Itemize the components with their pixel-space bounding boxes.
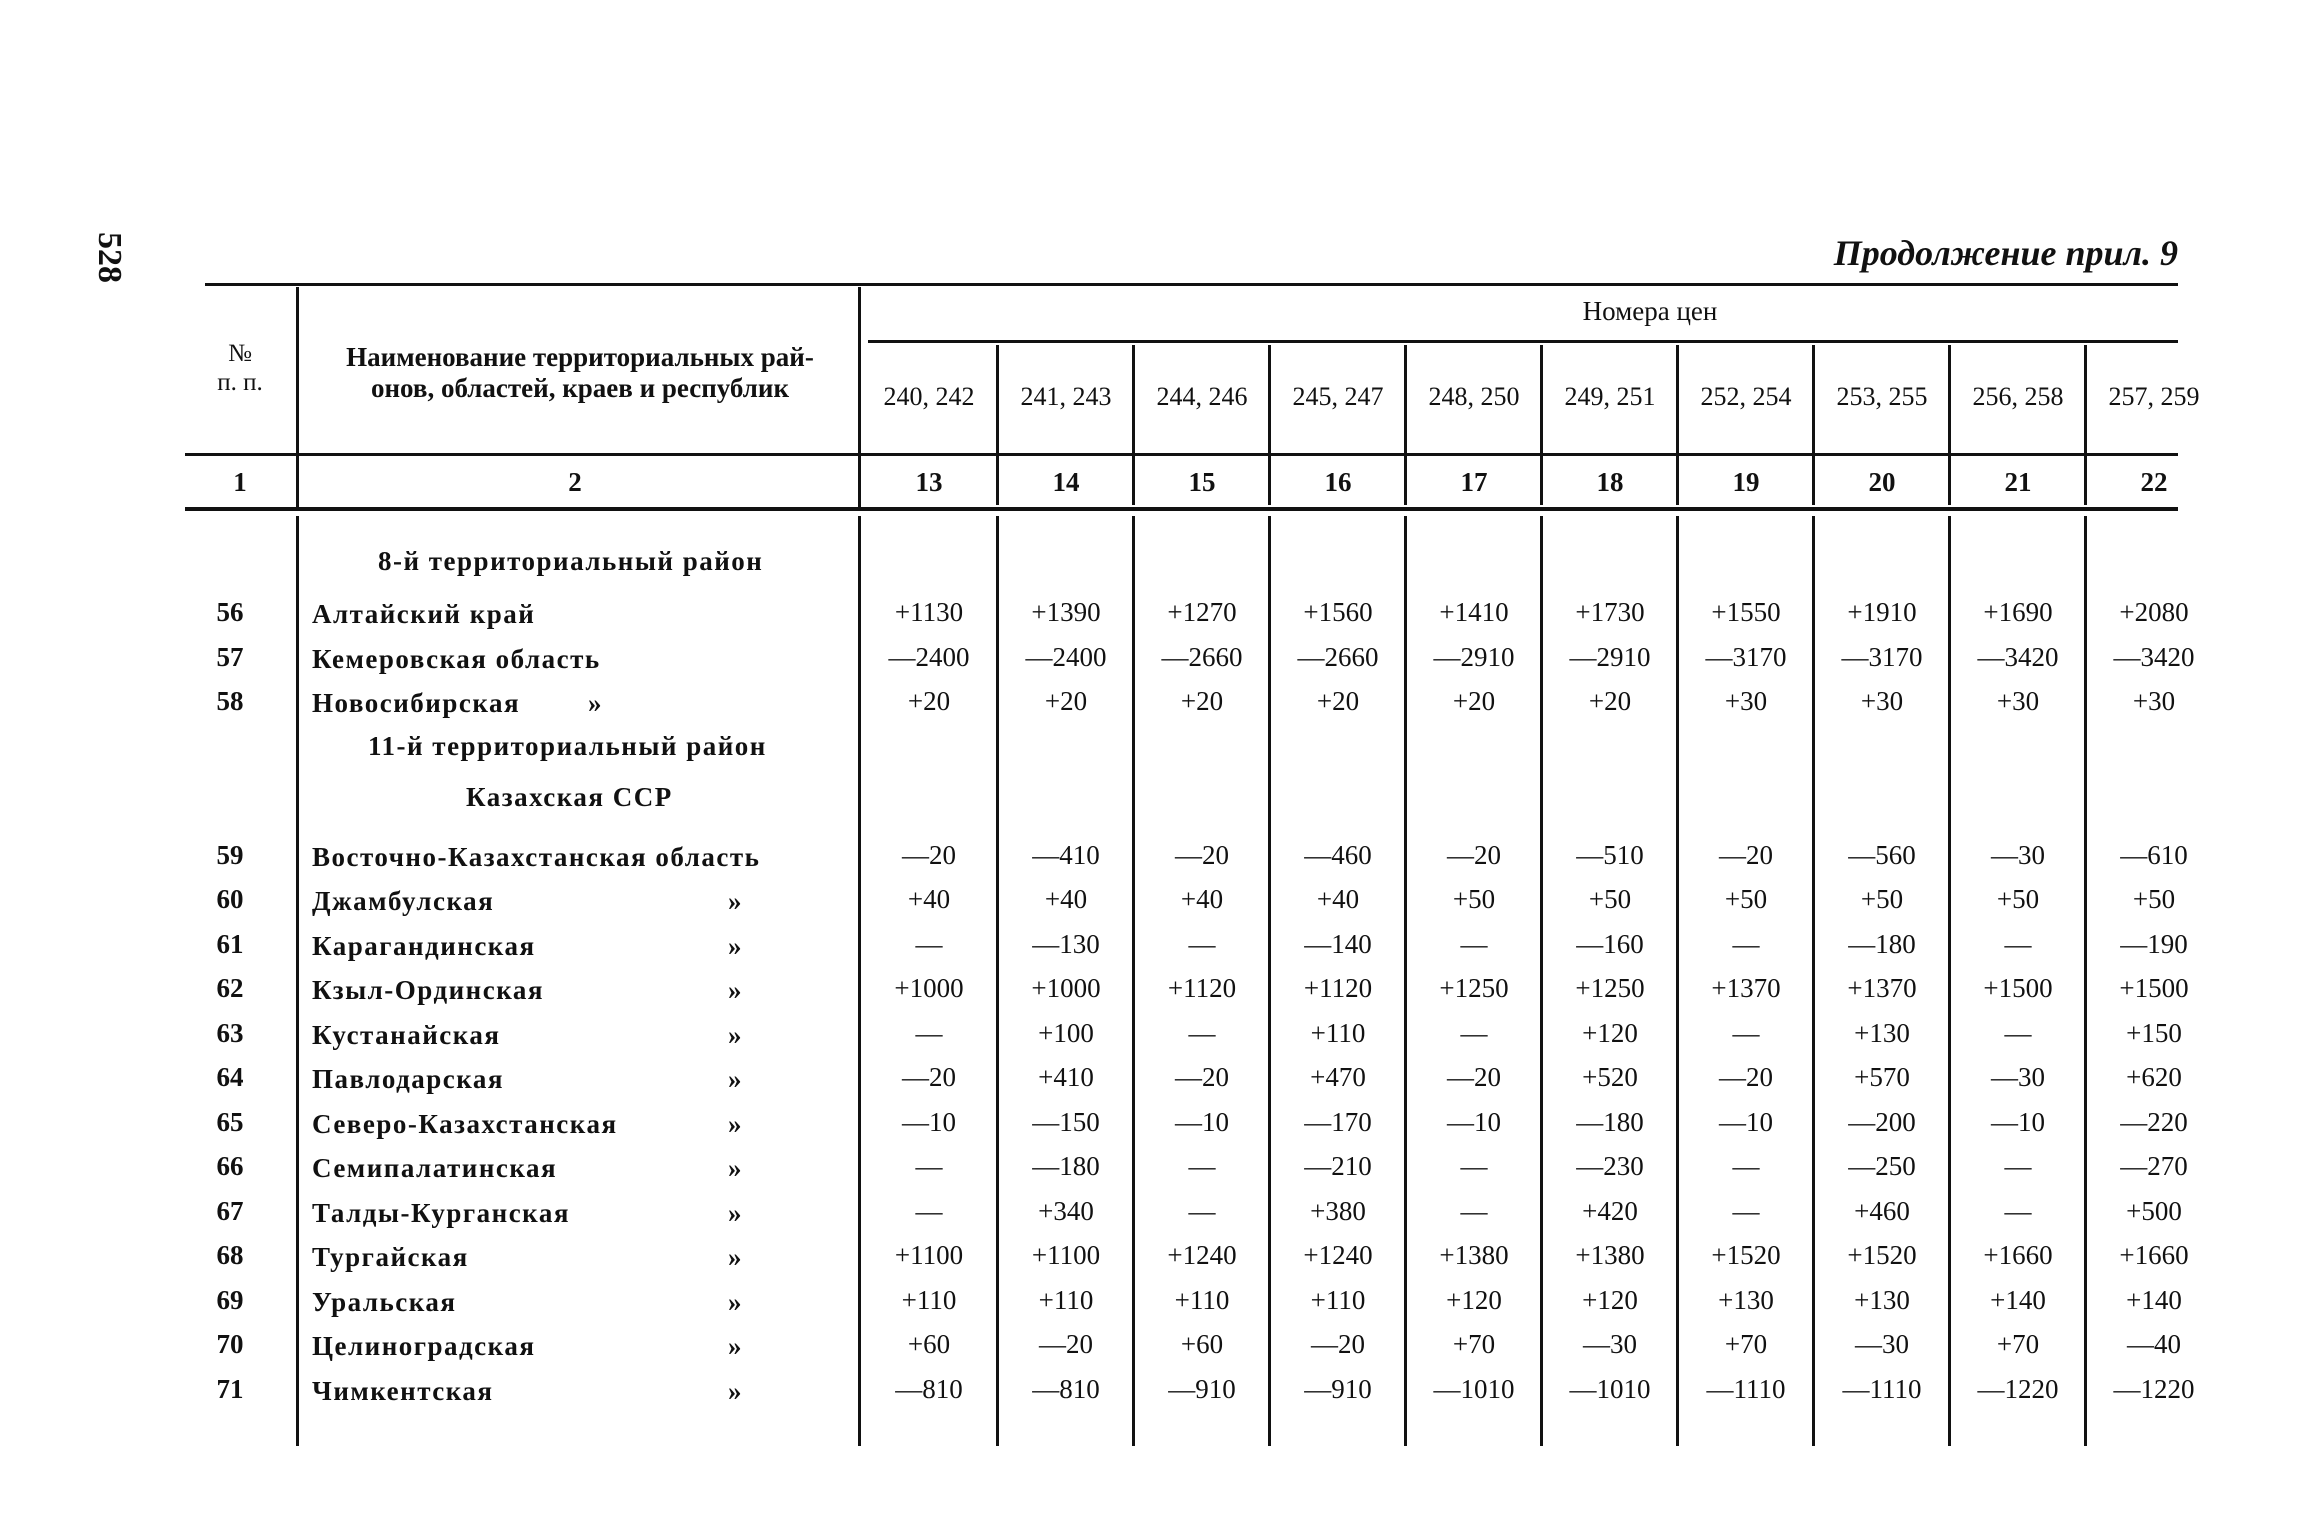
price-adjustment-value: +1500 (2119, 973, 2189, 1003)
price-adjustment-value: — (2004, 1017, 2032, 1048)
price-adjustment-value: +110 (1174, 1284, 1230, 1315)
row-number: 56 (216, 597, 244, 627)
column-number: 21 (2004, 467, 2032, 497)
price-adjustment-value: +70 (1452, 1329, 1496, 1359)
header-price-number: 252, 254 (1700, 382, 1792, 411)
price-adjustment-value: —910 (1168, 1373, 1236, 1404)
table-row (0, 680, 2298, 724)
region-name: Карагандинская (312, 930, 536, 961)
price-adjustment-value: +110 (1038, 1284, 1094, 1315)
price-adjustment-value: —20 (1719, 1062, 1773, 1092)
price-adjustment-value: +1410 (1439, 597, 1509, 627)
ditto-mark: » (728, 975, 742, 1005)
price-adjustment-value: +420 (1582, 1195, 1638, 1226)
header-bottom-rule (185, 453, 2178, 456)
table-row (0, 1323, 2298, 1367)
row-number: 71 (216, 1373, 244, 1404)
table-row (0, 878, 2298, 922)
region-name: Талды-Курганская (312, 1197, 570, 1228)
price-adjustment-value: — (1732, 1195, 1760, 1226)
table-row (0, 967, 2298, 1011)
price-adjustment-value: +110 (901, 1284, 957, 1315)
price-adjustment-value: +1380 (1439, 1240, 1509, 1270)
table-row (0, 591, 2298, 635)
header-price-number: 256, 258 (1972, 382, 2064, 411)
price-adjustment-value: —3170 (1705, 641, 1787, 672)
table-row (0, 1234, 2298, 1278)
price-adjustment-value: —10 (1719, 1106, 1773, 1137)
region-name: Новосибирская (312, 688, 521, 718)
price-adjustment-value: — (915, 1195, 943, 1226)
price-adjustment-value: — (2004, 928, 2032, 959)
price-adjustment-value: +130 (1854, 1017, 1910, 1048)
price-adjustment-value: —20 (1311, 1329, 1365, 1359)
price-adjustment-value: +1370 (1847, 973, 1917, 1003)
price-adjustment-value: +620 (2126, 1062, 2182, 1092)
price-adjustment-value: +100 (1038, 1017, 1094, 1048)
price-adjustment-value: +20 (907, 686, 951, 716)
region-name: Целиноградская (312, 1331, 536, 1361)
price-adjustment-value: —510 (1576, 839, 1644, 870)
price-adjustment-value: —250 (1848, 1151, 1916, 1181)
price-adjustment-value: +140 (1990, 1284, 2046, 1315)
ditto-mark: » (728, 1331, 742, 1361)
price-adjustment-value: +380 (1310, 1195, 1366, 1226)
price-adjustment-value: +500 (2126, 1195, 2182, 1226)
region-name: Кемеровская область (312, 643, 601, 674)
region-name: Алтайский край (312, 599, 536, 629)
column-number: 1 (233, 467, 247, 497)
column-number: 14 (1052, 467, 1080, 497)
region-name: Восточно-Казахстанская область (312, 841, 761, 872)
price-adjustment-value: —10 (1447, 1106, 1501, 1137)
column-numbers-rule (185, 507, 2178, 511)
price-adjustment-value: +1100 (894, 1240, 964, 1270)
price-adjustment-value: +30 (2132, 686, 2176, 716)
price-adjustment-value: —30 (1583, 1329, 1637, 1359)
price-adjustment-value: —1220 (1977, 1373, 2059, 1404)
row-number: 59 (216, 839, 244, 870)
price-adjustment-value: +150 (2126, 1017, 2182, 1048)
price-adjustment-value: +120 (1582, 1284, 1638, 1315)
region-name: Чимкентская (312, 1375, 494, 1406)
price-adjustment-value: —170 (1304, 1106, 1372, 1137)
table-row (0, 1101, 2298, 1145)
price-adjustment-value: —40 (2127, 1329, 2181, 1359)
table-top-rule (205, 283, 2178, 286)
price-adjustment-value: —20 (1719, 839, 1773, 870)
price-adjustment-value: +1520 (1711, 1240, 1781, 1270)
header-price-number: 249, 251 (1564, 382, 1656, 411)
price-adjustment-value: —560 (1848, 839, 1916, 870)
ditto-mark: » (728, 1064, 742, 1094)
price-adjustment-value: +40 (907, 884, 951, 914)
price-adjustment-value: —160 (1576, 928, 1644, 959)
row-number: 68 (216, 1240, 244, 1270)
price-adjustment-value: +470 (1310, 1062, 1366, 1092)
price-adjustment-value: —10 (902, 1106, 956, 1137)
price-adjustment-value: —140 (1304, 928, 1372, 959)
column-number: 22 (2140, 467, 2168, 497)
price-adjustment-value: —3420 (1977, 641, 2059, 672)
price-adjustment-value: —130 (1032, 928, 1100, 959)
header-price-number: 244, 246 (1156, 382, 1248, 411)
price-adjustment-value: — (1460, 1195, 1488, 1226)
ditto-mark: » (728, 1108, 742, 1139)
price-adjustment-value: — (1732, 1151, 1760, 1181)
price-adjustment-value: +1380 (1575, 1240, 1645, 1270)
price-adjustment-value: — (1460, 1151, 1488, 1181)
price-adjustment-value: +1000 (894, 973, 964, 1003)
price-adjustment-value: +40 (1180, 884, 1224, 914)
price-adjustment-value: +20 (1044, 686, 1088, 716)
price-adjustment-value: +50 (1724, 884, 1768, 914)
row-number: 61 (216, 928, 244, 959)
price-adjustment-value: +50 (1452, 884, 1496, 914)
price-adjustment-value: —1110 (1706, 1373, 1786, 1404)
price-adjustment-value: —30 (1991, 839, 2045, 870)
table-row (0, 1190, 2298, 1234)
price-adjustment-value: +50 (1588, 884, 1632, 914)
price-adjustment-value: —1010 (1569, 1373, 1651, 1404)
price-adjustment-value: +1390 (1031, 597, 1101, 627)
price-adjustment-value: +1520 (1847, 1240, 1917, 1270)
table-row (0, 834, 2298, 878)
header-price-number: 248, 250 (1428, 382, 1520, 411)
price-adjustment-value: +1240 (1303, 1240, 1373, 1270)
price-adjustment-value: +1120 (1303, 973, 1373, 1003)
price-adjustment-value: —2400 (1025, 641, 1107, 672)
region-name: Павлодарская (312, 1064, 505, 1094)
price-adjustment-value: —150 (1032, 1106, 1100, 1137)
price-adjustment-value: +30 (1724, 686, 1768, 716)
price-adjustment-value: —1010 (1433, 1373, 1515, 1404)
price-adjustment-value: +20 (1588, 686, 1632, 716)
price-adjustment-value: +140 (2126, 1284, 2182, 1315)
price-adjustment-value: +1250 (1575, 973, 1645, 1003)
table-row (0, 1145, 2298, 1189)
price-adjustment-value: +1000 (1031, 973, 1101, 1003)
column-number: 17 (1460, 467, 1488, 497)
column-number: 18 (1596, 467, 1624, 497)
table-row (0, 1368, 2298, 1412)
price-adjustment-value: —10 (1175, 1106, 1229, 1137)
price-adjustment-value: — (915, 928, 943, 959)
price-adjustment-value: —10 (1991, 1106, 2045, 1137)
row-number: 62 (216, 973, 244, 1003)
price-adjustment-value: +1910 (1847, 597, 1917, 627)
price-adjustment-value: +1240 (1167, 1240, 1237, 1270)
row-number: 69 (216, 1284, 244, 1315)
row-number: 65 (216, 1106, 244, 1137)
price-adjustment-value: +460 (1854, 1195, 1910, 1226)
price-adjustment-value: +40 (1044, 884, 1088, 914)
table-row (0, 923, 2298, 967)
column-number: 15 (1188, 467, 1216, 497)
column-number: 20 (1868, 467, 1896, 497)
header-price-number: 253, 255 (1836, 382, 1928, 411)
price-adjustment-value: — (1188, 1195, 1216, 1226)
price-adjustment-value: —2910 (1569, 641, 1651, 672)
ditto-mark: » (728, 1153, 742, 1183)
price-adjustment-value: +2080 (2119, 597, 2189, 627)
price-adjustment-value: —910 (1304, 1373, 1372, 1404)
price-adjustment-value: +70 (1724, 1329, 1768, 1359)
price-adjustment-value: +1690 (1983, 597, 2053, 627)
price-adjustment-value: —2660 (1297, 641, 1379, 672)
column-number: 2 (568, 467, 582, 497)
row-number: 64 (216, 1062, 244, 1092)
price-adjustment-value: —1110 (1842, 1373, 1922, 1404)
header-price-number: 257, 259 (2108, 382, 2200, 411)
price-adjustment-value: +1130 (894, 597, 964, 627)
ditto-mark: » (728, 1019, 742, 1050)
ditto-mark: » (728, 1286, 742, 1317)
price-adjustment-value: —30 (1991, 1062, 2045, 1092)
region-name: Кзыл-Ординская (312, 975, 544, 1005)
price-adjustment-value: —210 (1304, 1151, 1372, 1181)
price-adjustment-value: +1100 (1031, 1240, 1101, 1270)
price-adjustment-value: +130 (1854, 1284, 1910, 1315)
price-adjustment-value: —200 (1848, 1106, 1916, 1137)
region-name: Кустанайская (312, 1019, 501, 1050)
price-adjustment-value: +40 (1316, 884, 1360, 914)
ditto-mark: » (728, 930, 742, 961)
price-adjustment-value: +1500 (1983, 973, 2053, 1003)
price-adjustment-value: — (1732, 1017, 1760, 1048)
price-adjustment-value: +520 (1582, 1062, 1638, 1092)
price-adjustment-value: —20 (902, 839, 956, 870)
region-name: Семипалатинская (312, 1153, 558, 1183)
price-adjustment-value: — (2004, 1195, 2032, 1226)
price-adjustment-value: —180 (1576, 1106, 1644, 1137)
region-name: Джамбулская (312, 886, 495, 916)
price-group-rule (868, 340, 2178, 343)
price-adjustment-value: —20 (902, 1062, 956, 1092)
price-adjustment-value: — (1188, 1017, 1216, 1048)
row-number: 57 (216, 641, 244, 672)
price-adjustment-value: +60 (1180, 1329, 1224, 1359)
price-adjustment-value: —30 (1855, 1329, 1909, 1359)
price-adjustment-value: —610 (2120, 839, 2188, 870)
price-adjustment-value: —3170 (1841, 641, 1923, 672)
price-adjustment-value: +110 (1310, 1017, 1366, 1048)
ditto-mark: » (728, 1197, 742, 1228)
price-adjustment-value: +1660 (2119, 1240, 2189, 1270)
price-adjustment-value: +570 (1854, 1062, 1910, 1092)
header-price-number: 240, 242 (883, 382, 975, 411)
price-adjustment-value: +1250 (1439, 973, 1509, 1003)
table-row (0, 1012, 2298, 1056)
ditto-mark: » (728, 886, 742, 916)
price-adjustment-value: +1120 (1167, 973, 1237, 1003)
region-name: Уральская (312, 1286, 457, 1317)
price-adjustment-value: +120 (1582, 1017, 1638, 1048)
page-number: 528 (91, 232, 128, 283)
price-adjustment-value: +70 (1996, 1329, 2040, 1359)
price-adjustment-value: +30 (1860, 686, 1904, 716)
price-adjustment-value: — (1460, 1017, 1488, 1048)
price-adjustment-value: —3420 (2113, 641, 2195, 672)
price-adjustment-value: —180 (1848, 928, 1916, 959)
price-adjustment-value: +340 (1038, 1195, 1094, 1226)
ditto-mark: » (588, 688, 602, 718)
price-adjustment-value: —410 (1032, 839, 1100, 870)
row-number: 70 (216, 1329, 244, 1359)
price-adjustment-value: — (915, 1151, 943, 1181)
section-title: 11-й территориальный район (368, 730, 767, 761)
region-name: Северо-Казахстанская (312, 1108, 618, 1139)
price-adjustment-value: — (915, 1017, 943, 1048)
price-adjustment-value: —1220 (2113, 1373, 2195, 1404)
table-row (0, 636, 2298, 680)
table-row (0, 1279, 2298, 1323)
price-adjustment-value: — (2004, 1151, 2032, 1181)
price-adjustment-value: +120 (1446, 1284, 1502, 1315)
row-number: 67 (216, 1195, 244, 1226)
header-col-no: № п. п. (217, 340, 263, 396)
header-price-number: 241, 243 (1020, 382, 1112, 411)
price-adjustment-value: +1550 (1711, 597, 1781, 627)
price-adjustment-value: +50 (2132, 884, 2176, 914)
region-name: Тургайская (312, 1242, 469, 1272)
table-row (0, 1056, 2298, 1100)
ditto-mark: » (728, 1242, 742, 1272)
price-adjustment-value: —20 (1039, 1329, 1093, 1359)
price-adjustment-value: —220 (2120, 1106, 2188, 1137)
price-adjustment-value: —2910 (1433, 641, 1515, 672)
price-adjustment-value: —810 (1032, 1373, 1100, 1404)
row-number: 66 (216, 1151, 244, 1181)
section-subtitle: Казахская ССР (466, 781, 673, 812)
price-adjustment-value: —20 (1175, 839, 1229, 870)
column-number: 16 (1324, 467, 1352, 497)
price-adjustment-value: +60 (907, 1329, 951, 1359)
price-adjustment-value: +30 (1996, 686, 2040, 716)
price-adjustment-value: — (1188, 928, 1216, 959)
price-adjustment-value: —190 (2120, 928, 2188, 959)
price-adjustment-value: +110 (1310, 1284, 1366, 1315)
price-adjustment-value: — (1188, 1151, 1216, 1181)
price-adjustment-value: —20 (1175, 1062, 1229, 1092)
row-number: 63 (216, 1017, 244, 1048)
price-adjustment-value: +50 (1860, 884, 1904, 914)
price-adjustment-value: —460 (1304, 839, 1372, 870)
price-adjustment-value: +1730 (1575, 597, 1645, 627)
price-adjustment-value: — (1460, 928, 1488, 959)
row-number: 58 (216, 686, 244, 716)
price-adjustment-value: —270 (2120, 1151, 2188, 1181)
header-vline-no (296, 287, 299, 507)
price-adjustment-value: —20 (1447, 1062, 1501, 1092)
price-adjustment-value: —180 (1032, 1151, 1100, 1181)
column-number: 19 (1732, 467, 1760, 497)
section-title: 8-й территориальный район (378, 546, 764, 576)
column-number: 13 (915, 467, 943, 497)
price-adjustment-value: +410 (1038, 1062, 1094, 1092)
price-adjustment-value: +1270 (1167, 597, 1237, 627)
price-adjustment-value: — (1732, 928, 1760, 959)
header-price-group: Номера цен (1582, 296, 1718, 326)
header-col-name: Наименование территориальных рай- онов, областей, краев и республик (346, 342, 814, 404)
price-adjustment-value: —230 (1576, 1151, 1644, 1181)
price-adjustment-value: +20 (1180, 686, 1224, 716)
price-adjustment-value: +20 (1452, 686, 1496, 716)
continuation-label: Продолжение прил. 9 (1833, 233, 2178, 273)
price-adjustment-value: +130 (1718, 1284, 1774, 1315)
price-adjustment-value: +1370 (1711, 973, 1781, 1003)
price-adjustment-value: —2660 (1161, 641, 1243, 672)
price-adjustment-value: —2400 (888, 641, 970, 672)
price-adjustment-value: +50 (1996, 884, 2040, 914)
ditto-mark: » (728, 1375, 742, 1406)
header-price-number: 245, 247 (1292, 382, 1384, 411)
price-adjustment-value: +1560 (1303, 597, 1373, 627)
row-number: 60 (216, 884, 244, 914)
price-adjustment-value: —20 (1447, 839, 1501, 870)
price-adjustment-value: —810 (895, 1373, 963, 1404)
price-adjustment-value: +20 (1316, 686, 1360, 716)
price-adjustment-value: +1660 (1983, 1240, 2053, 1270)
